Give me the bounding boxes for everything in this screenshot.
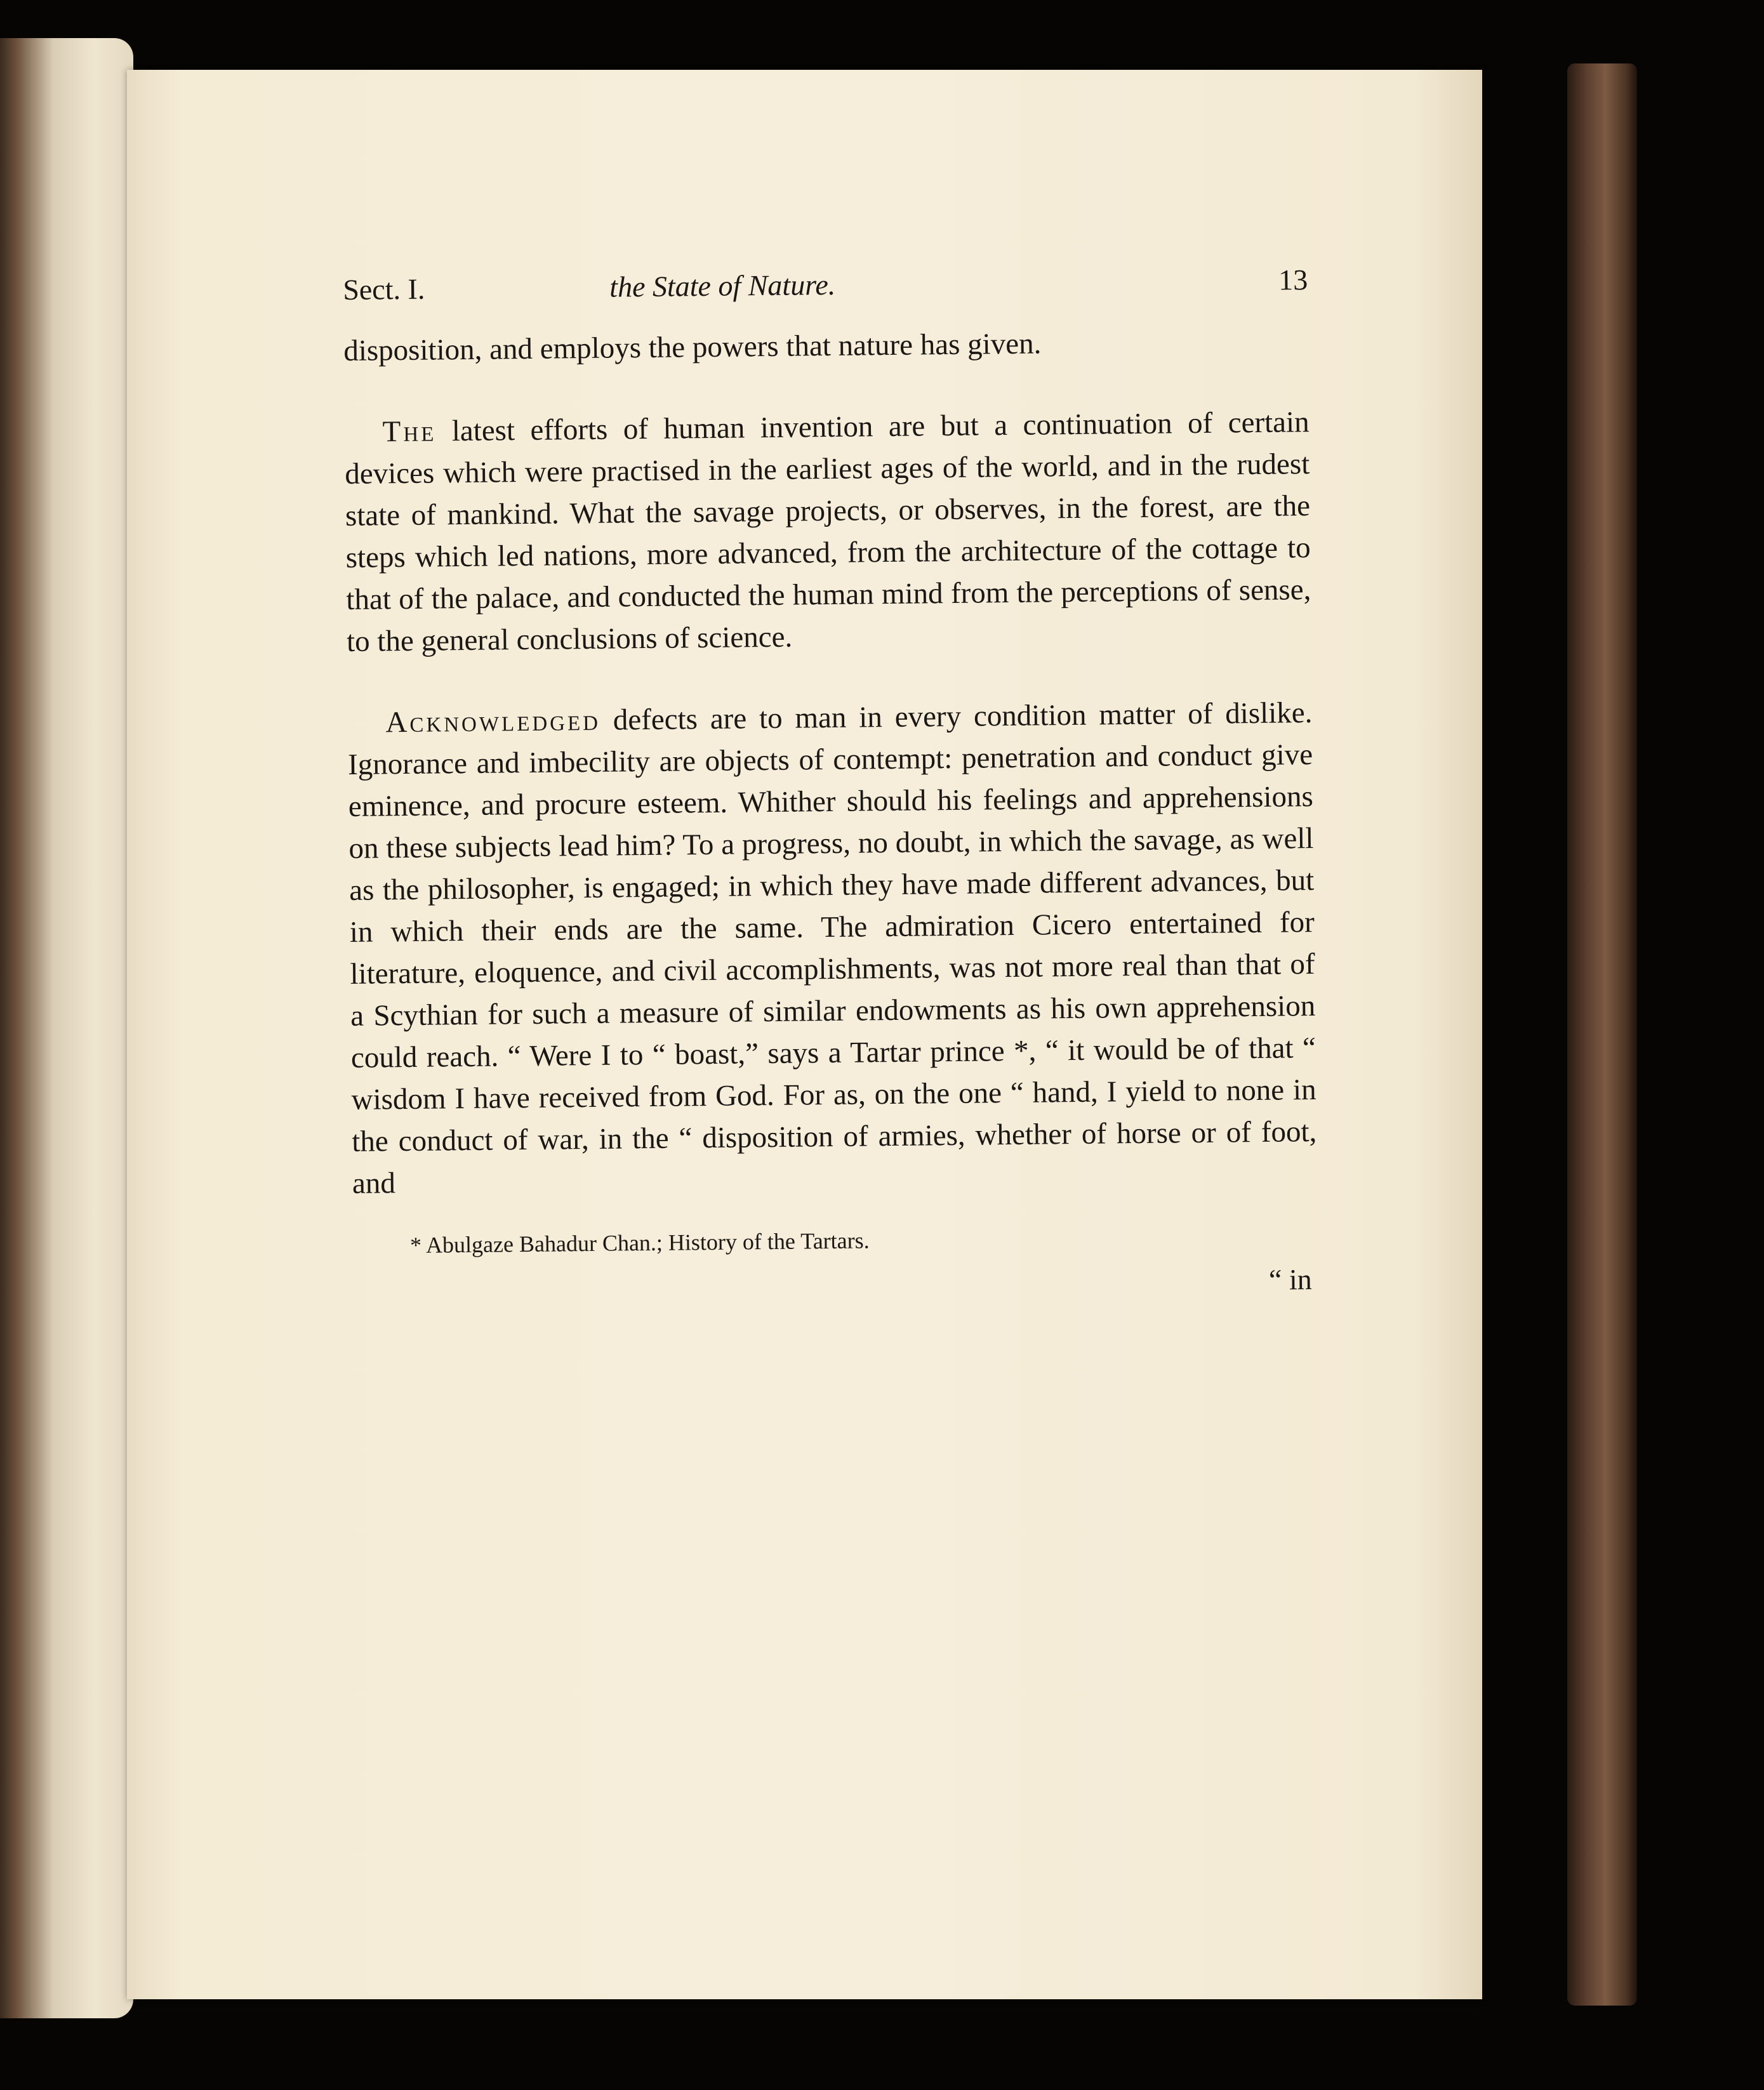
- paragraph-2: [344, 401, 1311, 663]
- paragraph-2-lead: The: [382, 414, 437, 449]
- book-page: [127, 70, 1482, 1999]
- section-label: Sect. I.: [343, 272, 425, 306]
- paragraph-3-text: defects are to man in every condition matter of dislike. Ignorance and imbecility are objects of contempt: penetration and conduct give eminence, and procure esteem. Whither should his feelings and apprehensions on these subjects lead him? To a progress, no doubt, in which the savage, as well as the philosopher, is engaged; in which they have made different advances, but in which their ends are the same. The admiration Cicero entertained for literature, eloquence, and civil accomplishments, was not more real than that of a Scythian for such a measure of similar endowments as his own apprehension could reach. “ Were I to “ boast,” says a Tartar prince *, “ it would be of that “ wisdom I have received from God. For as, on the one “ hand, I yield to none in the conduct of war, in the “ disposition of armies, whether of horse or of foot, and: [347, 696, 1317, 1200]
- footnote: * Abulgaze Bahadur Chan.; History of the Tartars.: [409, 1227, 870, 1258]
- page-content: [343, 263, 1318, 1309]
- paragraph-1-text: disposition, and employs the powers that nature has given.: [343, 327, 1042, 367]
- running-head: [343, 263, 1308, 330]
- catchword: “ in: [1268, 1263, 1312, 1296]
- left-page-edge: [0, 38, 133, 2018]
- running-title: the State of Nature.: [609, 268, 836, 303]
- book-cover-edge: [1567, 63, 1637, 2006]
- paragraph-3: [347, 692, 1317, 1205]
- paragraph-2-text: latest efforts of human invention are but a continuation of certain devices which were practised in the earliest ages of the world, and in the rudest state of mankind. What the savage projects, or observes, in the forest, are the steps which led nations, more advanced, from the architecture of the cottage to that of the palace, and conducted the human mind from the perceptions of sense, to the general conclusions of science.: [345, 406, 1311, 658]
- page-number: 13: [1278, 263, 1308, 296]
- paragraph-3-lead: Acknowledged: [385, 703, 601, 739]
